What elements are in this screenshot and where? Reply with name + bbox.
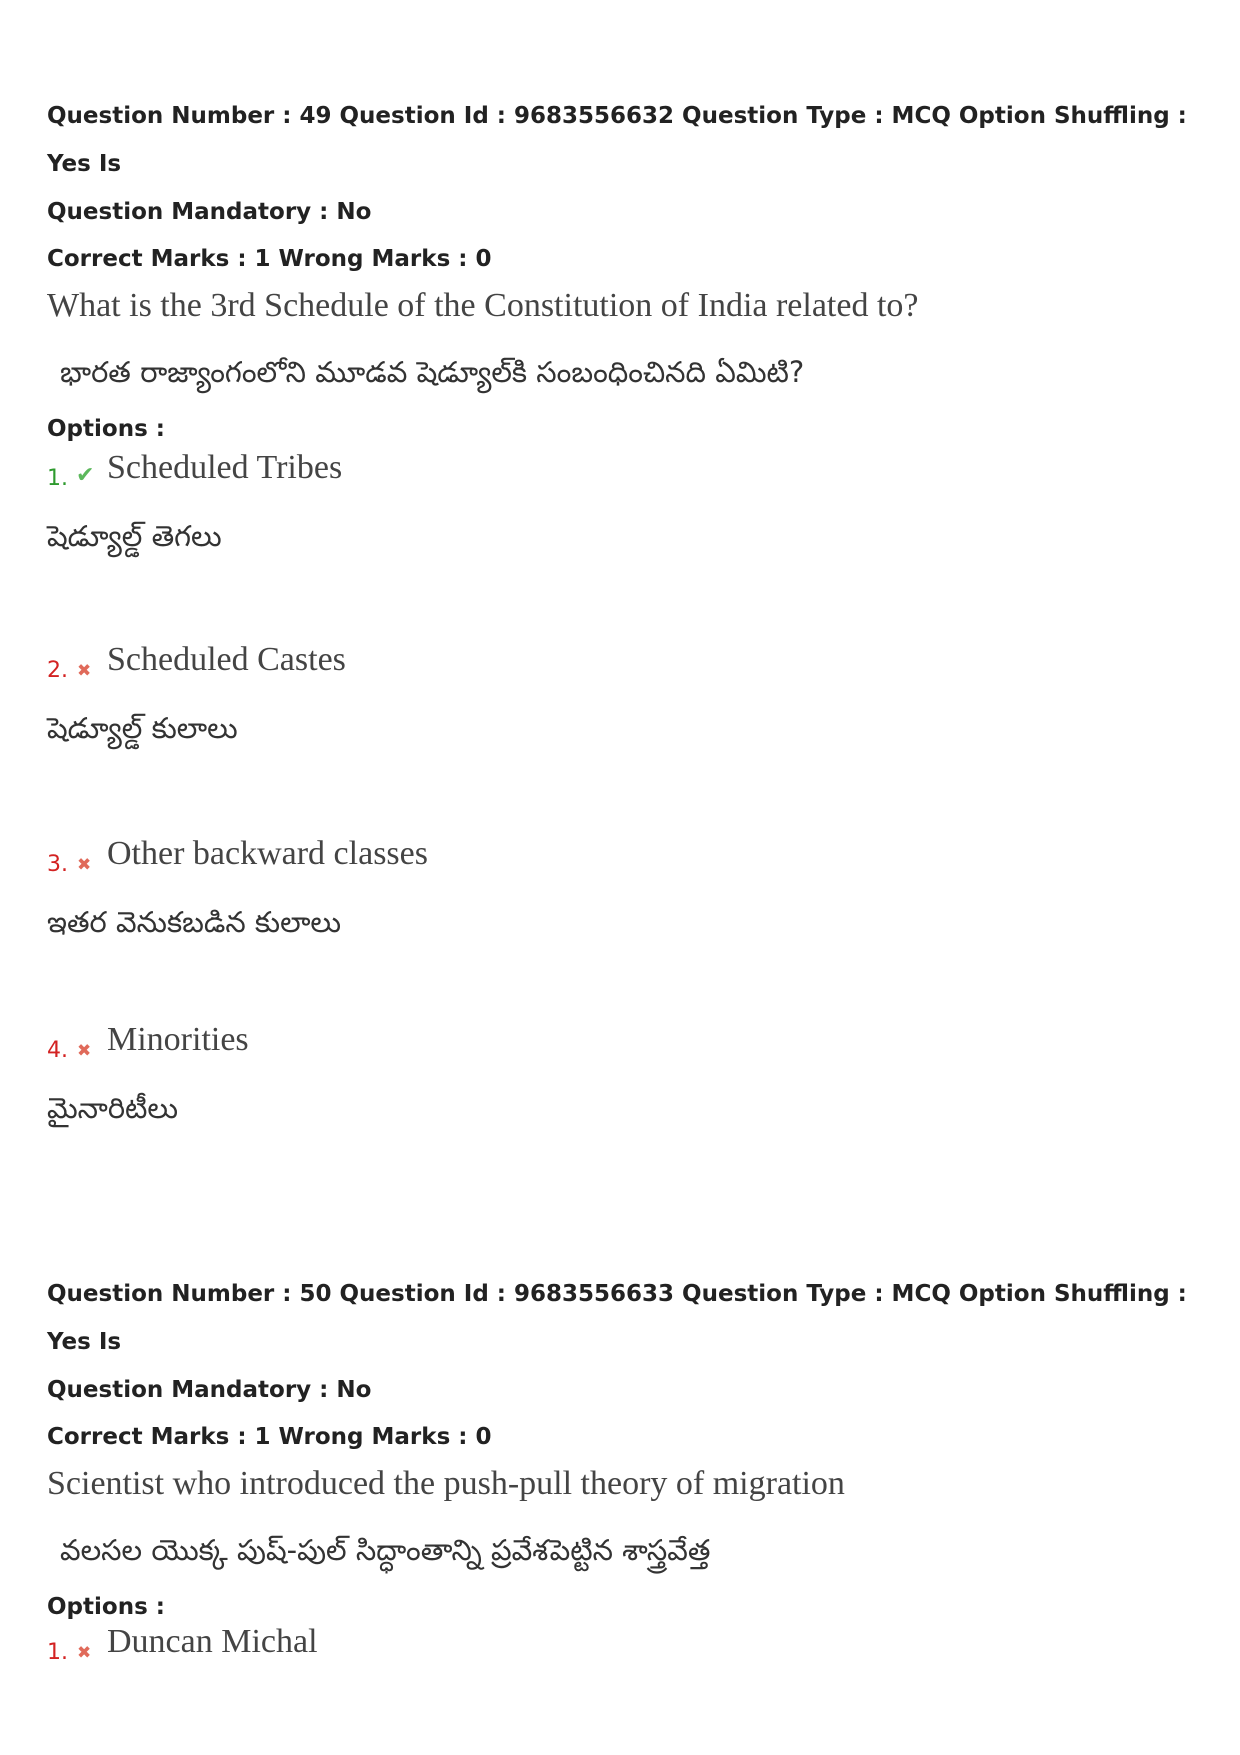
cross-icon: ✖ (77, 661, 92, 681)
option-text-english: Scheduled Castes (107, 641, 346, 678)
option-3[interactable] (47, 834, 428, 942)
option-text-english: Scheduled Tribes (107, 449, 343, 486)
question-mandatory: Question Mandatory : No (47, 199, 372, 225)
question-marks: Correct Marks : 1 Wrong Marks : 0 (47, 1424, 492, 1450)
option-text-telugu: షెడ్యూల్డ్ కులాలు (47, 711, 238, 745)
question-49 (47, 92, 1210, 444)
option-text-telugu: మైనారిటీలు (47, 1091, 178, 1125)
cross-icon: ✖ (77, 1643, 92, 1663)
option-number: 4. (47, 1038, 68, 1063)
question-meta: Question Number : 50 Question Id : 9683556633 Question Type : MCQ Option Shuffling : Yes Is (47, 1281, 1187, 1355)
option-text-telugu: ఇతర వెనుకబడిన కులాలు (47, 905, 342, 939)
option-number: 3. (47, 852, 68, 877)
check-icon: ✔ (76, 463, 95, 488)
option-1[interactable] (47, 448, 343, 556)
option-text-telugu: షెడ్యూల్డ్ తెగలు (47, 519, 222, 553)
option-text-english: Other backward classes (107, 835, 428, 872)
option-text-english: Minorities (107, 1021, 249, 1058)
option-2[interactable] (47, 640, 346, 748)
option-4[interactable] (47, 1020, 249, 1128)
option-number: 1. (47, 466, 68, 491)
cross-icon: ✖ (77, 855, 92, 875)
options-label: Options : (47, 1594, 165, 1620)
question-text-english: Scientist who introduced the push-pull theory of migration (47, 1465, 845, 1502)
question-marks: Correct Marks : 1 Wrong Marks : 0 (47, 246, 492, 272)
cross-icon: ✖ (77, 1041, 92, 1061)
option-number: 2. (47, 658, 68, 683)
question-meta: Question Number : 49 Question Id : 9683556632 Question Type : MCQ Option Shuffling : Yes Is (47, 103, 1187, 177)
question-mandatory: Question Mandatory : No (47, 1377, 372, 1403)
question-text-telugu: వలసల యొక్క పుష్-పుల్ సిద్ధాంతాన్ని ప్రవేశపెట్టిన శాస్త్రవేత్త (60, 1533, 711, 1567)
question-text-telugu: భారత రాజ్యాంగంలోని మూడవ షెడ్యూల్‌కి సంబంధించినది ఏమిటి? (60, 355, 805, 389)
option-text-english: Duncan Michal (107, 1623, 318, 1660)
option-number: 1. (47, 1640, 68, 1665)
question-text-english: What is the 3rd Schedule of the Constitution of India related to? (47, 287, 919, 324)
question-50 (47, 1270, 1210, 1622)
options-label: Options : (47, 416, 165, 442)
